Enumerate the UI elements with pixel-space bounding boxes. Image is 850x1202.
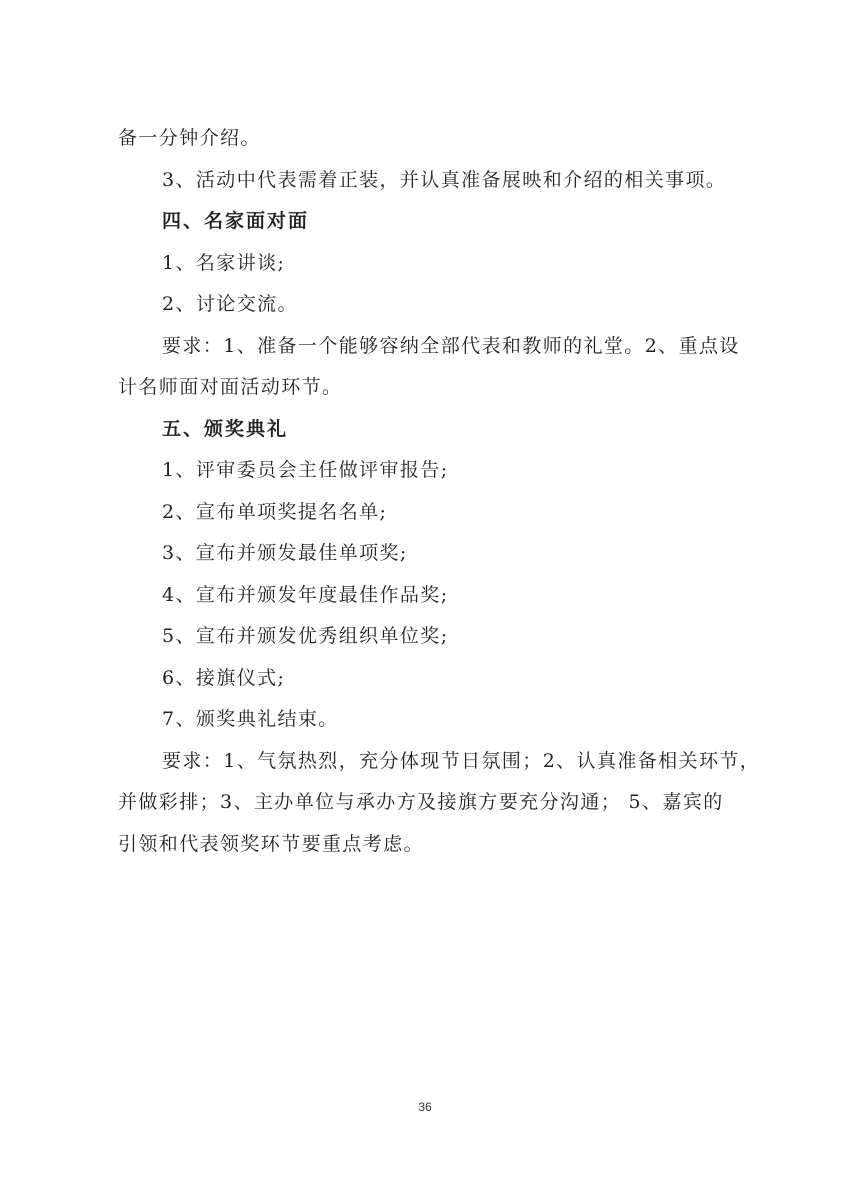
- section-heading: 四、名家面对面: [162, 210, 310, 232]
- paragraph-line: 引领和代表领奖环节要重点考虑。: [118, 832, 425, 855]
- list-item: 6、接旗仪式;: [162, 666, 286, 689]
- list-item: 4、宣布并颁发年度最佳作品奖;: [162, 583, 449, 606]
- list-item: 5、宣布并颁发优秀组织单位奖;: [162, 625, 449, 647]
- page-body: [118, 127, 761, 875]
- list-item: 3、活动中代表需着正装，并认真准备展映和介绍的相关事项。: [162, 168, 727, 191]
- requirements-paragraph: 要求：1、准备一个能够容纳全部代表和教师的礼堂。2、重点设: [162, 334, 740, 357]
- paragraph-line: 计名师面对面活动环节。: [118, 376, 343, 398]
- paragraph-line: 备一分钟介绍。: [118, 127, 261, 149]
- list-item: 2、宣布单项奖提名名单;: [162, 500, 388, 523]
- list-item: 1、名家讲谈;: [162, 251, 286, 274]
- page-number: 36: [418, 1100, 432, 1114]
- section-heading: 五、颁奖典礼: [162, 417, 289, 440]
- list-item: 3、宣布并颁发最佳单项奖;: [162, 542, 408, 564]
- list-item: 2、讨论交流。: [162, 293, 298, 315]
- paragraph-line: 并做彩排；3、主办单位与承办方及接旗方要充分沟通； 5、嘉宾的: [118, 791, 724, 813]
- list-item: 7、颁奖典礼结束。: [162, 708, 339, 730]
- list-item: 1、评审委员会主任做评审报告;: [162, 459, 449, 481]
- requirements-paragraph: 要求：1、气氛热烈，充分体现节日氛围；2、认真准备相关环节，: [162, 749, 761, 772]
